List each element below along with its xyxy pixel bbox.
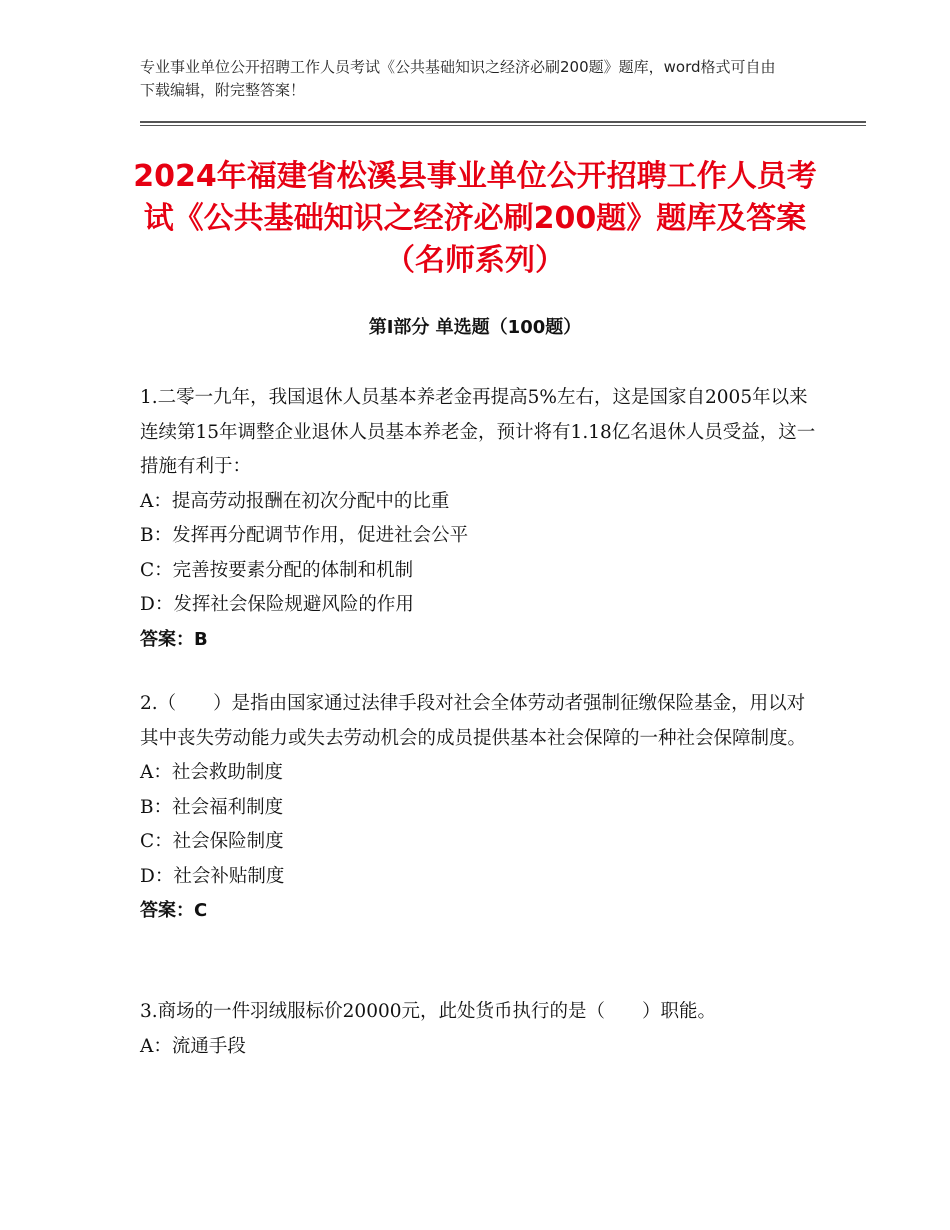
question-stem: 3.商场的一件羽绒服标价20000元，此处货币执行的是（ ）职能。 [140, 1001, 717, 1022]
option-d: D：发挥社会保险规避风险的作用 [140, 594, 414, 615]
answer-label: 答案：B [140, 628, 208, 650]
option-a: A：社会救助制度 [140, 762, 283, 783]
question-2 [140, 687, 820, 929]
option-a: A：提高劳动报酬在初次分配中的比重 [140, 490, 450, 512]
document-title: 2024年福建省松溪县事业单位公开招聘工作人员考试《公共基础知识之经济必刷200题》题库及答案（名师系列） [133, 159, 817, 278]
answer-label: 答案：C [140, 900, 208, 921]
header-note: 专业事业单位公开招聘工作人员考试《公共基础知识之经济必刷200题》题库，word格式可自由下载编辑，附完整答案！ [140, 58, 776, 99]
option-c: C：完善按要素分配的体制和机制 [140, 559, 414, 581]
option-c: C：社会保险制度 [140, 831, 284, 852]
option-b: B：发挥再分配调节作用，促进社会公平 [140, 525, 469, 546]
question-stem: 1.二零一九年，我国退休人员基本养老金再提高5%左右，这是国家自2005年以来连续第15年调整企业退休人员基本养老金，预计将有1.18亿名退休人员受益，这一措施有利于： [140, 387, 816, 477]
question-3 [140, 995, 820, 1064]
section-title: 第Ⅰ部分 单选题（100题） [368, 317, 582, 338]
option-d: D：社会补贴制度 [140, 865, 285, 887]
option-a: A：流通手段 [140, 1035, 246, 1057]
question-stem: 2.（ ）是指由国家通过法律手段对社会全体劳动者强制征缴保险基金，用以对其中丧失劳动能力或失去劳动机会的成员提供基本社会保障的一种社会保障制度。 [140, 693, 807, 749]
option-b: B：社会福利制度 [140, 796, 284, 818]
question-1 [140, 381, 820, 657]
header-divider [140, 121, 866, 126]
